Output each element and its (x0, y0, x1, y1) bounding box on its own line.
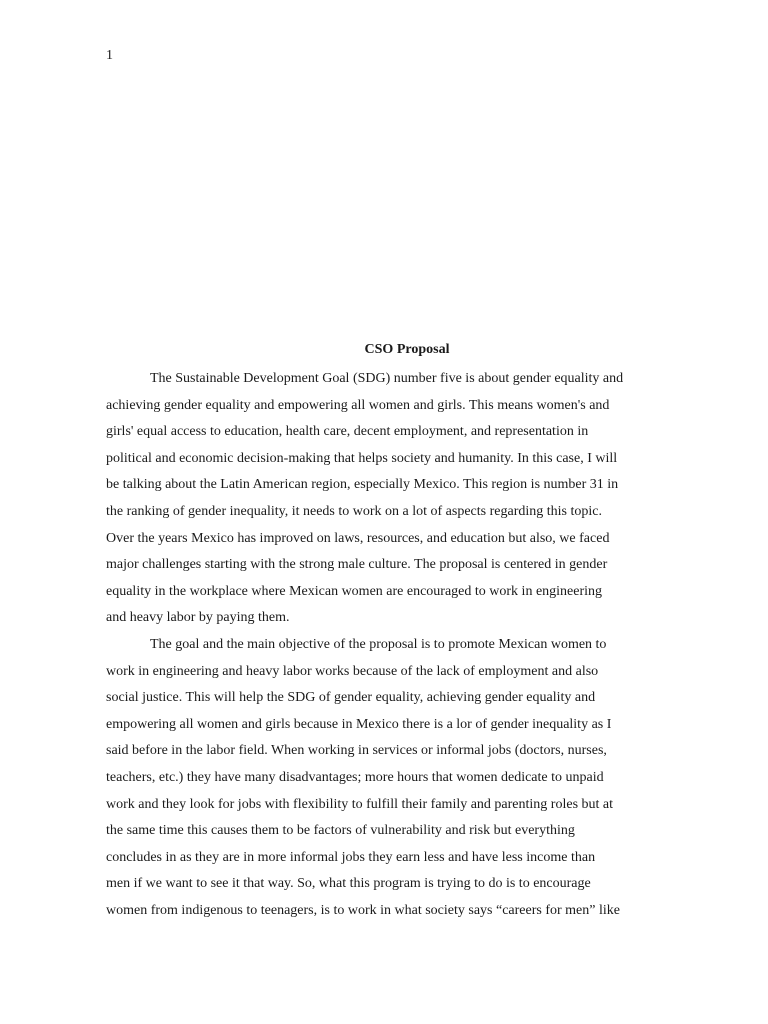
paragraph-line: work and they look for jobs with flexibility to fulfill their family and parenting roles but at (106, 796, 614, 812)
paragraph-line: women from indigenous to teenagers, is to work in what society says “careers for men” like (106, 902, 620, 918)
document-title: CSO Proposal (364, 342, 450, 357)
paragraph-line: Over the years Mexico has improved on laws, resources, and education but also, we faced (106, 530, 610, 546)
paragraph-line: concludes in as they are in more informal jobs they earn less and have less income than (106, 849, 596, 865)
paragraph-1 (106, 366, 666, 632)
paragraph-line: work in engineering and heavy labor works because of the lack of employment and also (106, 663, 599, 679)
paragraph-line: The goal and the main objective of the proposal is to promote Mexican women to (150, 636, 607, 652)
paragraph-line: political and economic decision-making that helps society and humanity. In this case, I will (106, 450, 618, 466)
paragraph-2 (106, 632, 666, 925)
paragraph-line: equality in the workplace where Mexican women are encouraged to work in engineering (106, 583, 603, 599)
paragraph-line: said before in the labor field. When working in services or informal jobs (doctors, nurses, (106, 743, 607, 759)
paragraph-line: teachers, etc.) they have many disadvantages; more hours that women dedicate to unpaid (106, 769, 604, 785)
paragraph-line: achieving gender equality and empowering all women and girls. This means women's and (106, 397, 610, 413)
paragraph-line: the same time this causes them to be factors of vulnerability and risk but everything (106, 823, 575, 839)
paragraph-line: girls' equal access to education, health care, decent employment, and representation in (106, 424, 589, 440)
paragraph-line: major challenges starting with the strong male culture. The proposal is centered in gender (106, 557, 608, 573)
paragraph-line: The Sustainable Development Goal (SDG) number five is about gender equality and (150, 371, 624, 386)
document-body (106, 366, 666, 924)
paragraph-line: the ranking of gender inequality, it needs to work on a lot of aspects regarding this topic. (106, 503, 602, 519)
paragraph-line: be talking about the Latin American region, especially Mexico. This region is number 31 in (106, 477, 619, 493)
paragraph-line: social justice. This will help the SDG of gender equality, achieving gender equality and (106, 690, 596, 706)
page-number: 1 (106, 48, 113, 63)
paragraph-line: and heavy labor by paying them. (106, 610, 290, 626)
paragraph-line: empowering all women and girls because in Mexico there is a lor of gender inequality as I (106, 716, 612, 732)
paragraph-line: men if we want to see it that way. So, what this program is trying to do is to encourage (106, 876, 591, 892)
